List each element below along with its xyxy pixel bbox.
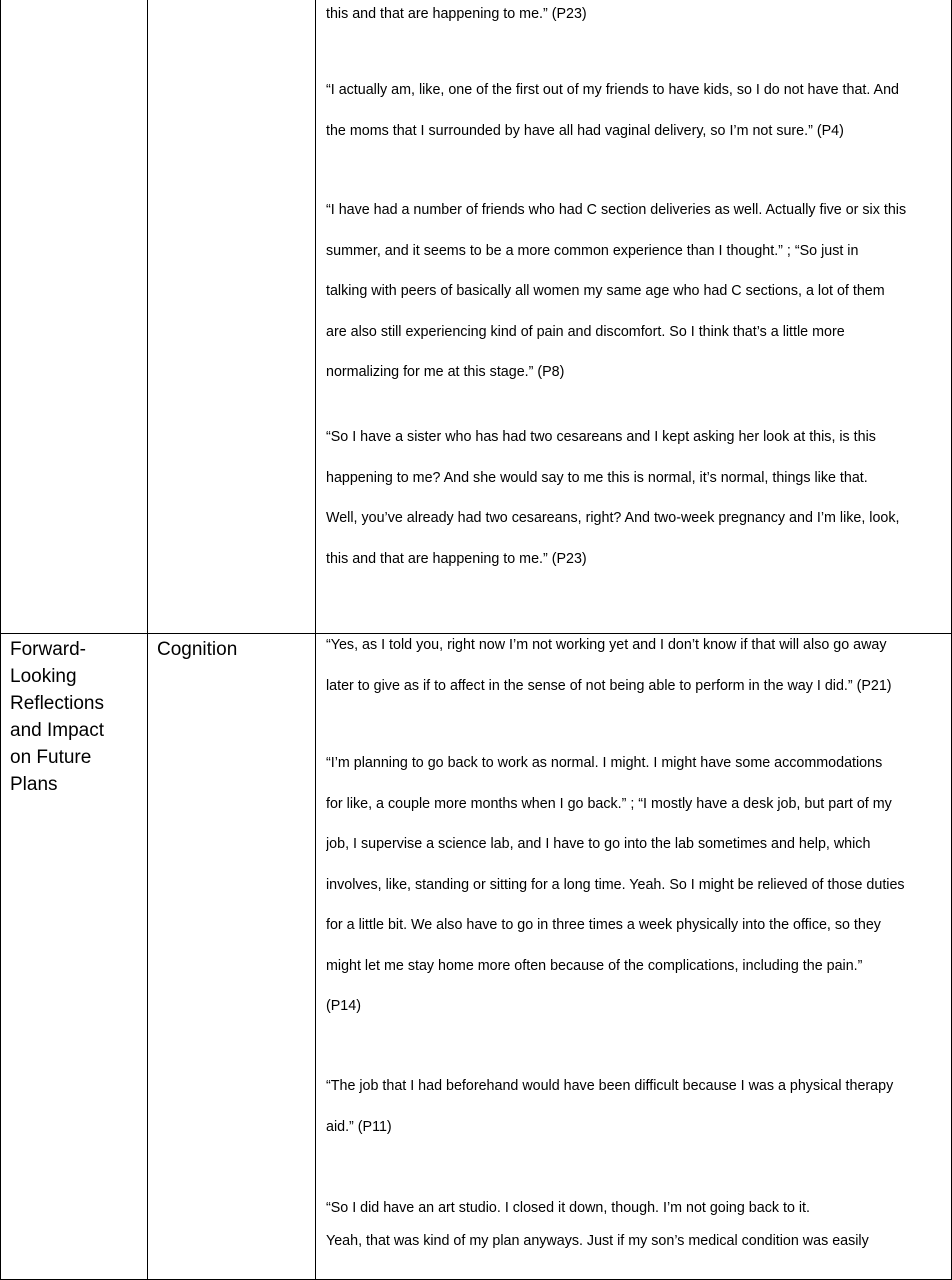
quote-line: Yeah, that was kind of my plan anyways. Just if my son’s medical condition was easily bbox=[326, 1232, 869, 1249]
subtheme-cell bbox=[157, 636, 312, 663]
quote-line: later to give as if to affect in the sense of not being able to perform in the way I did.” (P21) bbox=[326, 677, 892, 694]
theme-label-line: on Future bbox=[10, 747, 92, 768]
quote-line: for like, a couple more months when I go back.” ; “I mostly have a desk job, but part of my bbox=[326, 795, 892, 812]
quote-p4 bbox=[326, 70, 946, 151]
quote-line: “I have had a number of friends who had C section deliveries as well. Actually five or six this bbox=[326, 202, 907, 218]
theme-label-line: and Impact bbox=[10, 720, 104, 741]
quote-line: for a little bit. We also have to go in three times a week physically into the office, so they bbox=[326, 917, 881, 933]
quote-line: “So I have a sister who has had two cesareans and I kept asking her look at this, is this bbox=[326, 429, 876, 445]
quote-p8 bbox=[326, 190, 946, 393]
row1-quotes-cell bbox=[326, 0, 946, 35]
quote-line: are also still experiencing kind of pain and discomfort. So I think that’s a little more bbox=[326, 323, 845, 340]
quote-line: normalizing for me at this stage.” (P8) bbox=[326, 364, 565, 380]
quote-p21 bbox=[326, 625, 946, 706]
theme-label-line: Plans bbox=[10, 774, 58, 795]
quote-line: the moms that I surrounded by have all had vaginal delivery, so I’m not sure.” (P4) bbox=[326, 122, 844, 139]
table-left-border bbox=[0, 0, 1, 1280]
quote-line: “I actually am, like, one of the first out of my friends to have kids, so I do not have that. And bbox=[326, 82, 899, 98]
theme-label-line: Reflections bbox=[10, 693, 104, 714]
quote-line: happening to me? And she would say to me this is normal, it’s normal, things like that. bbox=[326, 469, 868, 486]
quote-line: summer, and it seems to be a more common experience than I thought.” ; “So just in bbox=[326, 242, 859, 259]
quote-line: “So I did have an art studio. I closed it down, though. I’m not going back to it. bbox=[326, 1200, 810, 1216]
quote-continuation bbox=[326, 0, 946, 35]
quote-p11 bbox=[326, 1066, 946, 1147]
quote-line: this and that are happening to me.” (P23) bbox=[326, 6, 587, 22]
quote-line: (P14) bbox=[326, 998, 361, 1014]
column-divider-subtheme bbox=[315, 0, 316, 1280]
quote-line: talking with peers of basically all women my same age who had C sections, a lot of them bbox=[326, 283, 885, 299]
quote-line: job, I supervise a science lab, and I have to go into the lab sometimes and help, which bbox=[326, 836, 871, 852]
quote-line: “I’m planning to go back to work as normal. I might. I might have some accommodations bbox=[326, 755, 883, 771]
quote-line: aid.” (P11) bbox=[326, 1118, 392, 1135]
quote-p23 bbox=[326, 417, 946, 579]
quote-art-studio bbox=[326, 1188, 946, 1261]
quote-line: might let me stay home more often because of the complications, including the pain.” bbox=[326, 957, 863, 974]
column-divider-theme bbox=[147, 0, 148, 1280]
theme-label-line: Looking bbox=[10, 666, 77, 687]
quote-p14 bbox=[326, 743, 946, 1027]
theme-label-line: Forward- bbox=[10, 639, 87, 660]
quote-line: Well, you’ve already had two cesareans, right? And two-week pregnancy and I’m like, look, bbox=[326, 510, 900, 526]
quote-line: “The job that I had beforehand would have been difficult because I was a physical therapy bbox=[326, 1078, 894, 1094]
quote-line: “Yes, as I told you, right now I’m not working yet and I don’t know if that will also go away bbox=[326, 637, 887, 653]
quote-line: involves, like, standing or sitting for a long time. Yeah. So I might be relieved of those duties bbox=[326, 876, 905, 893]
theme-cell bbox=[10, 636, 142, 798]
subtheme-label: Cognition bbox=[157, 639, 238, 660]
quote-line: this and that are happening to me.” (P23) bbox=[326, 550, 587, 567]
